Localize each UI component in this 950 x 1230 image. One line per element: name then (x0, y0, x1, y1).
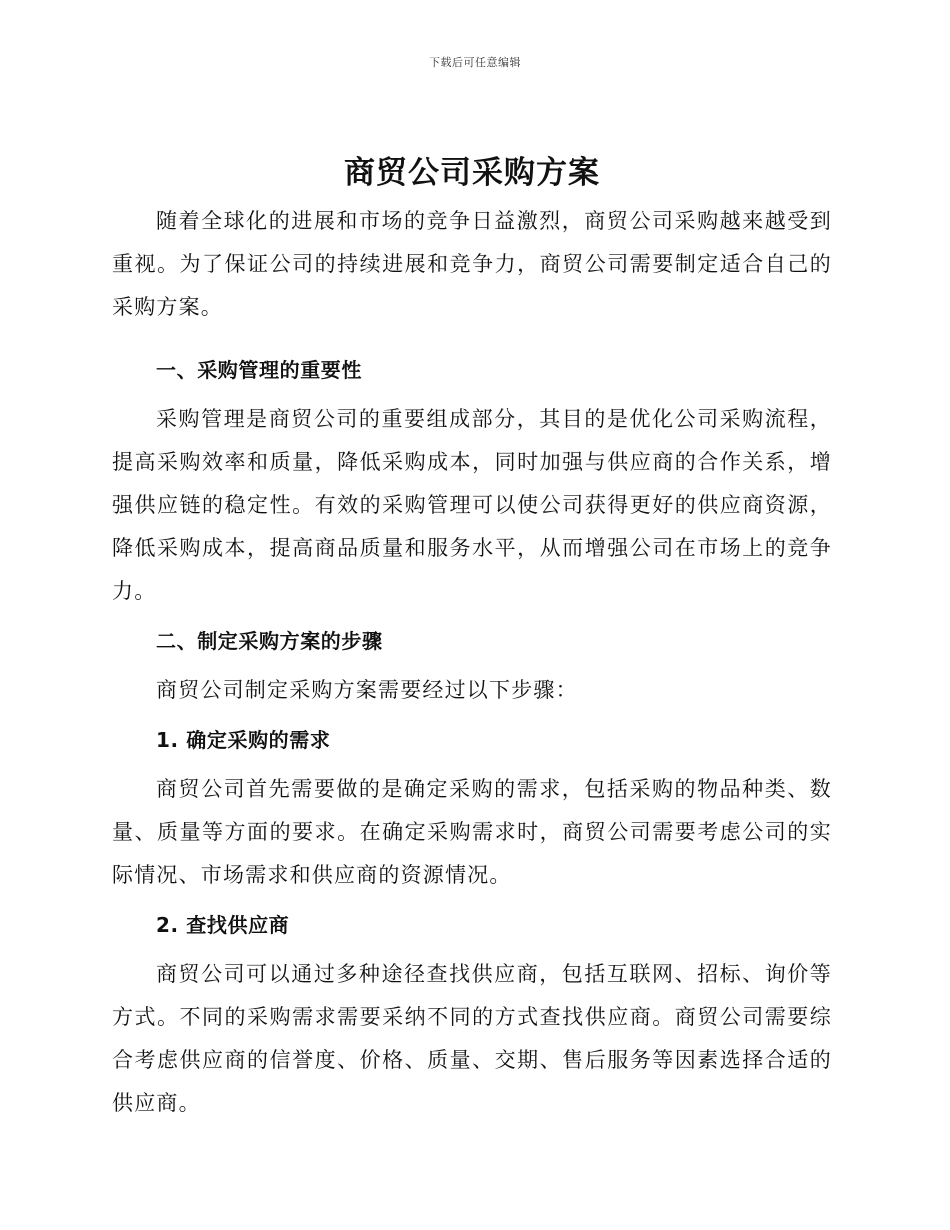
document-body (112, 150, 832, 1125)
header-note: 下载后可任意编辑 (429, 56, 521, 69)
section-2-lead: 商贸公司制定采购方案需要经过以下步骤： (156, 678, 578, 702)
step-1-paragraph: 商贸公司首先需要做的是确定采购的需求，包括采购的物品种类、数量、质量等方面的要求。在确定采购需求时，商贸公司需要考虑公司的实际情况、市场需求和供应商的资源情况。 (112, 777, 832, 887)
section-2-heading: 二、制定采购方案的步骤 (156, 629, 383, 653)
intro-paragraph: 随着全球化的进展和市场的竞争日益激烈，商贸公司采购越来越受到重视。为了保证公司的持续进展和竞争力，商贸公司需要制定适合自己的采购方案。 (112, 209, 832, 319)
step-1-heading: 1. 确定采购的需求 (156, 728, 331, 752)
section-1-paragraph: 采购管理是商贸公司的重要组成部分，其目的是优化公司采购流程，提高采购效率和质量，降低采购成本，同时加强与供应商的合作关系，增强供应链的稳定性。有效的采购管理可以使公司获得更好的供应商资源，降低采购成本，提高商品质量和服务水平，从而增强公司在市场上的竞争力。 (112, 407, 832, 603)
section-1-heading: 一、采购管理的重要性 (156, 358, 362, 382)
step-2-paragraph: 商贸公司可以通过多种途径查找供应商，包括互联网、招标、询价等方式。不同的采购需求需要采纳不同的方式查找供应商。商贸公司需要综合考虑供应商的信誉度、价格、质量、交期、售后服务等因素选择合适的供应商。 (112, 962, 832, 1115)
document-title: 商贸公司采购方案 (344, 155, 600, 191)
step-2-heading: 2. 查找供应商 (156, 913, 290, 937)
